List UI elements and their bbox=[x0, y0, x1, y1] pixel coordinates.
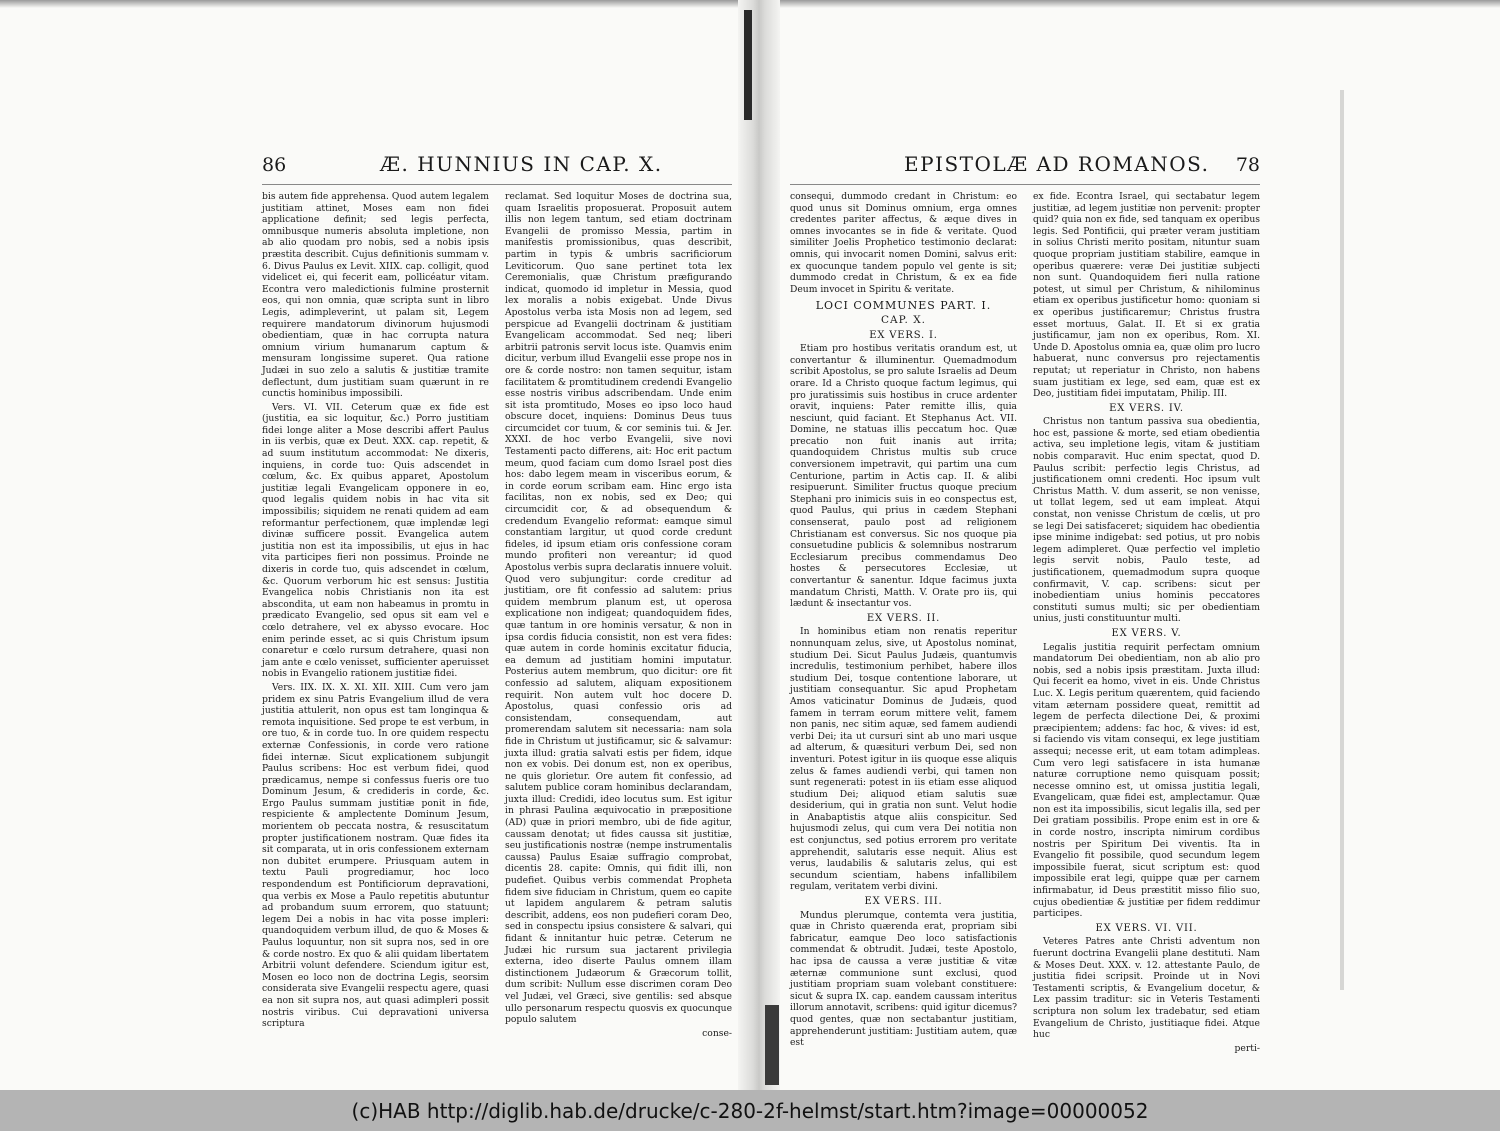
verse-heading: EX VERS. I. bbox=[869, 329, 938, 341]
gutter-binding-mark-bottom bbox=[765, 1005, 779, 1085]
right-page bbox=[790, 150, 1260, 1054]
verse-heading: EX VERS. II. bbox=[866, 612, 941, 624]
page-edge-line bbox=[1340, 90, 1344, 990]
paragraph: bis autem fide apprehensa. Quod autem legalem justitiam attinet, Moses eam non fidei applicatione definit; sed legis perfecta, omnibusque numeris absoluta impletione, non ab alio quodam pro nobis, sed a nobis ipsis præstita describit. Cujus definitionis summam v. 6. Divus Paulus ex Levit. XIIX. cap. colligit, quod videlicet ei, qui fecerit eam, pollicéatur vitam. Econtra vero maledictionis fulmine prosternit eos, qui non omnia, quæ scripta sunt in libro Legis, adimpleverint, ut palam sit, Legem requirere mandatorum divinorum hujusmodi obedientiam, quæ in hac corrupta natura omnium virium humanarum captum & mensuram longissime superet. Qua ratione Judæi in suo zelo a salutis & justitiæ tramite deflectunt, dum justitiam suam quærunt in re cunctis hominibus impossibili. bbox=[262, 191, 489, 400]
paragraph: Mundus plerumque, contemta vera justitia, quæ in Christo quærenda erat, propriam sibi fabricatur, eamque Deo loco satisfactionis commendat & obtrudit. Judæi, teste Apostolo, hac ipsa de caussa a veræ justitiæ & vitæ æternæ communione sunt exclusi, quod justitiam propriam suam volebant constituere: sicut & supra IX. cap. eandem caussam interitus illorum annotavit, scribens: quid igitur dicemus? quod gentes, quæ non sectabantur justitiam, apprehenderunt justitiam: Justitiam autem, quæ est bbox=[790, 909, 1018, 1049]
text-column bbox=[1033, 191, 1260, 1054]
text-column bbox=[505, 191, 732, 1039]
paragraph: Legalis justitia requirit perfectam omnium mandatorum Dei obedientiam, non ab alio pro nobis, sed a nobis ipsis præstitam. Juxta illud: Qui fecerit ea homo, vivet in eis. Unde Christus Luc. X. Legis peritum quærentem, quid faciendo vitam æternam possidere queat, remittit ad legem de perfecta dilectione Dei, & proximi præcipientem; addens: fac hoc, & vives: id est, si faciendo vis vitam consequi, ex lege justitiam assequi; necesse erit, ut eam totam adimpleas. Cum vero legi satisfacere in ista humanæ naturæ corruptione nemo quisquam possit; necesse omnino est, ut omissa justitia legali, Evangelicam, quæ fidei est, amplectamur. Quæ non est ita impossibilis, sicut legalis illa, sed per Dei gratiam possibilis. Prope enim est in ore & in corde nostro, inscripta nimirum cordibus nostris per Spiritum Dei viventis. Ita in Evangelio fit possibile, quod secundum legem impossibile fuerat, sicut scriptum est: quod impossibile erat legi, quippe quæ per carnem infirmabatur, id Deus præstitit misso filio suo, cujus obedientiæ & justitiæ per fidem reddimur participes. bbox=[1033, 641, 1260, 920]
paragraph: ex fide. Econtra Israel, qui sectabatur legem justitiæ, ad legem justitiæ non pervenit: propter quid? quia non ex fide, sed tanquam ex operibus legis. Sed Pontificii, qui præter veram justitiam in solius Christi merito positam, nituntur suam quoque propriam justitiam stabilire, eamque in operibus quærere: veræ Dei justitiæ subjecti non sunt. Quandoquidem fieri nulla ratione potest, ut simul per Christum, & nihilominus etiam ex operibus justificetur homo: quoniam si ex operibus justificaremur; Christus frustra esset mortuus, Galat. II. Et si ex gratia justificamur, jam non ex operibus, Rom. XI. Unde D. Apostolus omnia ea, quæ olim pro lucro habuerat, nunc conversus pro rejectamentis reputat; ut reperiatur in Christo, non habens suam justitiam ex lege, sed eam, quæ est ex Deo, justitiam fidei imputatam, Philip. III. bbox=[1033, 191, 1260, 400]
paragraph: Veteres Patres ante Christi adventum non fuerunt doctrina Evangelii plane destituti. Nam & Moses Deut. XXX. v. 12. attestante Paulo, de justitia fidei scripsit. Proinde ut in Novi Testamenti scriptis, & Evangelium docetur, & Lex passim traditur: sic in Veteris Testamenti scriptura non solum lex tradebatur, sed etiam Evangelium de Christo, justitiaque fidei. Atque huc bbox=[1033, 936, 1260, 1041]
paragraph: Vers. IIX. IX. X. XI. XII. XIII. Cum vero jam pridem ex sinu Patris Evangelium illud de vera justitia attulerit, non opus est tam longinqua & remota inquisitione. Sed prope te est verbum, in ore tuo, & in corde tuo. In ore quidem respectu externæ Confessionis, in corde vero ratione fidei internæ. Sicut explicationem subjungit Paulus scribens: Hoc est verbum fidei, quod prædicamus, nempe si confessus fueris ore tuo Dominum Jesum, & credideris in corde, &c. Ergo Paulus summam justitiæ ponit in fide, respiciente & amplectente Dominum Jesum, morientem ob peccata nostra, & resuscitatum propter justificationem nostram. Quæ fides ita sit comparata, ut in oris confessionem externam non dubitet erumpere. Priusquam autem in textu Pauli progrediamur, hoc loco respondendum est Pontificiorum depravationi, qua verbis ex Mose a Paulo repetitis abutuntur ad probandum suum errorem, quo statuunt; legem Dei a nobis in hac vita posse impleri: quandoquidem verbum illud, de quo & Moses & Paulus loquuntur, non sit supra nos, sed in ore & corde nostro. Ex quo & alii quidam libertatem Arbitrii volunt defendere. Sciendum igitur est, Mosen eo loco non de doctrina Legis, seorsim considerata sive Evangelii respectu agere, quasi ea non sit supra nos, aut quasi adimpleri possit nostris viribus. Cui depravationi universa scriptura bbox=[262, 681, 489, 1030]
paragraph: reclamat. Sed loquitur Moses de doctrina sua, quam Israelitis proposuerat. Proposuit autem illis non legem tantum, sed etiam doctrinam Evangelii de promisso Messia, partim in manifestis promissionibus, quas describit, partim in typis & umbris sacrificiorum Leviticorum. Quo sane pertinet tota lex Ceremonialis, quæ Christum præfigurando indicat, quomodo id impletur in Messia, quod lex moralis a nobis exigebat. Unde Divus Apostolus verba ista Mosis non ad legem, sed perspicue ad Evangelii doctrinam & justitiam Evangelicam accommodat. Sed neq; liberi arbitrii patronis servit locus iste. Quamvis enim dicitur, verbum illud Evangelii esse prope nos in ore & corde nostro: non tamen sequitur, istam facilitatem & promtitudinem credendi Evangelio esse nostris viribus adscribendam. Unde enim sit ista promtitudo, Moses eo ipso loco haud obscure docet, inquiens: Dominus Deus tuus circumcidet cor tuum, & cor seminis tui. & Jer. XXXI. de hoc verbo Evangelii, sive novi Testamenti pacto differens, ait: Hoc erit pactum meum, quod faciam cum domo Israel post dies hos: dabo legem meam in visceribus eorum, & in corde eorum scribam eam. Hinc ergo ista facilitas, non ex nobis, sed ex Deo; qui circumcidit cor, & ad obsequendum & credendum Evangelio reformat: eamque simul constantiam largitur, ut quod corde credunt fideles, id ipsum etiam oris confessione coram mundo profiteri non vereantur; id quod Apostolus verbis supra declaratis innuere voluit. Quod vero subjungitur: corde creditur ad justitiam, ore fit confessio ad salutem: prius quidem membrum planum est, ut operosa explicatione non indigeat; quandoquidem fides, quæ tantum in ore hominis versatur, & non in ipsa cordis fiducia consistit, non est vera fides: quæ autem in corde hominis excitatur fiducia, ea demum ad justitiam homini imputatur. Posterius autem membrum, quo dicitur: ore fit confessio ad salutem, aliquam expositionem requirit. Non autem vult hoc docere D. Apostolus, quasi confessio oris ad consistendam, consequendam, aut promerendam salutem sit necessaria: nam sola fide in Christum ut justificamur, sic & salvamur: juxta illud: gratia salvati estis per fidem, idque non ex vobis. Dei donum est, non ex operibus, ne quis glorietur. Ore autem fit confessio, ad salutem publice coram hominibus declarandam, juxta illud: Credidi, ideo locutus sum. Est igitur in phrasi Paulina æquivocatio in præpositione (AD) quæ in priori membro, ubi de fide agitur, caussam denotat; ut fides caussa sit justitiæ, seu justificationis nostræ (nempe instrumentalis caussa) Paulus Esaiæ suffragio comprobat, dicentis 28. capite: Omnis, qui fidit illi, non pudefiet. Quibus verbis commendat Propheta fidem sive fiduciam in Christum, quem eo capite ut lapidem angularem & petram salutis describit, addens, eos non pudefieri coram Deo, sed in conspectu ipsius consistere & salvari, qui fidant & innitantur huic petræ. Ceterum ne Judæi hic rursum sua jactarent privilegia externa, ideo diserte Paulus omnem illam distinctionem Judæorum & Græcorum tollit, dum scribit: Nullum esse discrimen coram Deo vel Judæi, vel Græci, sive gentilis: sed absque ullo personarum respectu quosvis ex quocunque populo salutem bbox=[505, 191, 732, 1026]
text-column bbox=[790, 191, 1017, 1054]
chapter-heading: CAP. X. bbox=[880, 313, 927, 326]
verse-heading: EX VERS. VI. VII. bbox=[1095, 922, 1198, 934]
paragraph: consequi, dummodo credant in Christum: eo quod unus sit Dominus omnium, erga omnes credentes pariter affectus, & æque dives in omnes invocantes se in fide & veritate. Quod similiter Joelis Prophetico testimonio declarat: omnis, qui invocarit nomen Domini, salvus erit: ex quocunque tandem populo vel gente is sit; dummodo credat in Christum, & ex ea fide Deum invocet in Spiritu & veritate. bbox=[790, 191, 1017, 295]
running-head: Æ. HUNNIUS IN CAP. X. bbox=[380, 152, 663, 176]
verse-heading: EX VERS. V. bbox=[1111, 627, 1182, 639]
catchword: conse- bbox=[702, 1027, 732, 1039]
right-page-columns bbox=[790, 191, 1260, 1054]
catchword: perti- bbox=[1234, 1042, 1260, 1054]
left-page-columns bbox=[262, 191, 732, 1039]
paragraph: In hominibus etiam non renatis reperitur nonnunquam zelus, sive, ut Apostolus nominat, studium Dei. Sicut Paulus Judæis, quantumvis incredulis, testimonium perhibet, habere illos studium Dei, tosque contentione laborare, ut justitiam consequantur. Sic apud Prophetam Amos vaticinatur Dominus de Judæis, quod famem in terram eorum mittere velit, famem non panis, nec sitim aquæ, sed famem audiendi verbi Dei; ita ut cursuri sint ab uno mari usque ad alterum, & quæsituri verbum Dei, sed non inventuri. Potest igitur in iis quoque esse aliquis zelus & fames audiendi verbi, qui tamen non sunt regenerati: potest in iis etiam esse aliquod studium Dei; aliquod etiam salutis suæ desiderium, qui in gratia non sunt. Velut hodie in Anabaptistis atque aliis conspicitur. Sed hujusmodi zelus, qui cum vera Dei notitia non est conjunctus, sed potius errorem pro veritate apprehendit, salutaris esse nequit. Alius est verus, laudabilis & salutaris zelus, qui est secundum scientiam, habens infallibilem regulam, veritatem verbi divini. bbox=[790, 626, 1017, 893]
paragraph: Christus non tantum passiva sua obedientia, hoc est, passione & morte, sed etiam obedientia activa, seu impletione legis, vitam & justitiam nobis comparavit. Huc enim spectat, quod D. Paulus scribit: perfectio legis Christus, ad justificationem omni credenti. Hoc ipsum vult Christus Matth. V. dum asserit, se non venisse, ut tollat legem, sed ut eam impleat. Atqui constat, non venisse Christum de cœlis, ut pro se legi Dei satisfaceret; siquidem hac obedientia ipse minime indigebat: sed potius, ut pro nobis legem adimpleret. Quæ perfectio vel impletio legis servit nobis, Paulo teste, ad justificationem, quemadmodum supra quoque confirmavit, V. cap. scribens: sicut per inobedientiam unius hominis peccatores constituti sumus multi; sic per obedientiam unius, justi constituuntur multi. bbox=[1033, 416, 1260, 625]
right-page-header bbox=[790, 150, 1260, 185]
paragraph: Etiam pro hostibus veritatis orandum est, ut convertantur & illuminentur. Quemadmodum scribit Apostolus, se pro salute Israelis ad Deum orare. Id a Christo quoque factum legimus, qui pro juratissimis suis hostibus in cruce ardenter oravit, inquiens: Pater remitte illis, quia nesciunt, quid faciant. Et Stephanus Act. VII. Domine, ne statuas illis peccatum hoc. Quæ precatio non fuit inanis aut irrita; quandoquidem Christus multis sub cruce conversionem impetravit, qui partim una cum Centurione, partim in Actis cap. II. & alibi resipuerunt. Similiter fructus quoque precium Stephani pro inimicis suis in eo conspectus est, quod Paulus, qui prius in cædem Stephani consenserat, paulo post ad religionem Christianam est conversus. Sic nos quoque pia consuetudine publicis & solemnibus nostrarum Ecclesiarum precibus commendamus Deo hostes & persecutores Ecclesiæ, ut convertantur & sanentur. Idque facimus juxta mandatum Christi, Matth. V. Orate pro iis, qui lædunt & insectantur vos. bbox=[790, 343, 1017, 610]
book-gutter bbox=[738, 0, 780, 1090]
left-page-header bbox=[262, 150, 732, 185]
section-title: LOCI COMMUNES PART. I. bbox=[815, 299, 992, 313]
verse-heading: EX VERS. IV. bbox=[1109, 402, 1184, 414]
page-number: 86 bbox=[262, 154, 287, 176]
paragraph: Vers. VI. VII. Ceterum quæ ex fide est (justitia, ea sic loquitur, &c.) Porro justitiam fidei longe aliter a Mose describi affert Paulus in iis verbis, quæ ex Deut. XXX. cap. repetit, & ad suum institutum accommodat: Ne dixeris, inquiens, in corde tuo: Quis adscendet in cœlum, &c. Ex quibus apparet, Apostolum justitiæ legali Evangelicam opponere in eo, quod legalis quidem nobis in hac vita sit impossibilis; siquidem ne renati quidem ad eam reformantur perfectionem, quæ implendæ legi divinæ sufficere possit. Evangelica autem justitia non est ita impossibilis, ut ejus in hac vita participes fieri non possimus. Proinde ne dixeris in corde tuo, quis adscendet in cœlum, &c. Quorum verborum hic est sensus: Justitia Evangelica nobis Christianis non ita est abscondita, ut eam non habeamus in promtu in prædicato Evangelio, sed opus sit eam vel e cœlo detrahere, vel ex abysso evocare. Hoc enim perinde esset, ac si quis Christum ipsum conaretur e cœlo rursum detrahere, quasi non jam ante e cœlo venisset, sufficienter aperuisset nobis in Evangelio rationem justitiæ fidei. bbox=[262, 401, 489, 680]
verse-heading: EX VERS. III. bbox=[864, 896, 943, 908]
running-head: EPISTOLÆ AD ROMANOS. bbox=[904, 152, 1210, 176]
gutter-binding-mark bbox=[744, 10, 752, 120]
copyright-footer: (c)HAB http://diglib.hab.de/drucke/c-280-2f-helmst/start.htm?image=00000052 bbox=[0, 1090, 1500, 1131]
text-column bbox=[262, 191, 489, 1039]
page-number: 78 bbox=[1235, 154, 1260, 176]
left-page bbox=[262, 150, 732, 1039]
